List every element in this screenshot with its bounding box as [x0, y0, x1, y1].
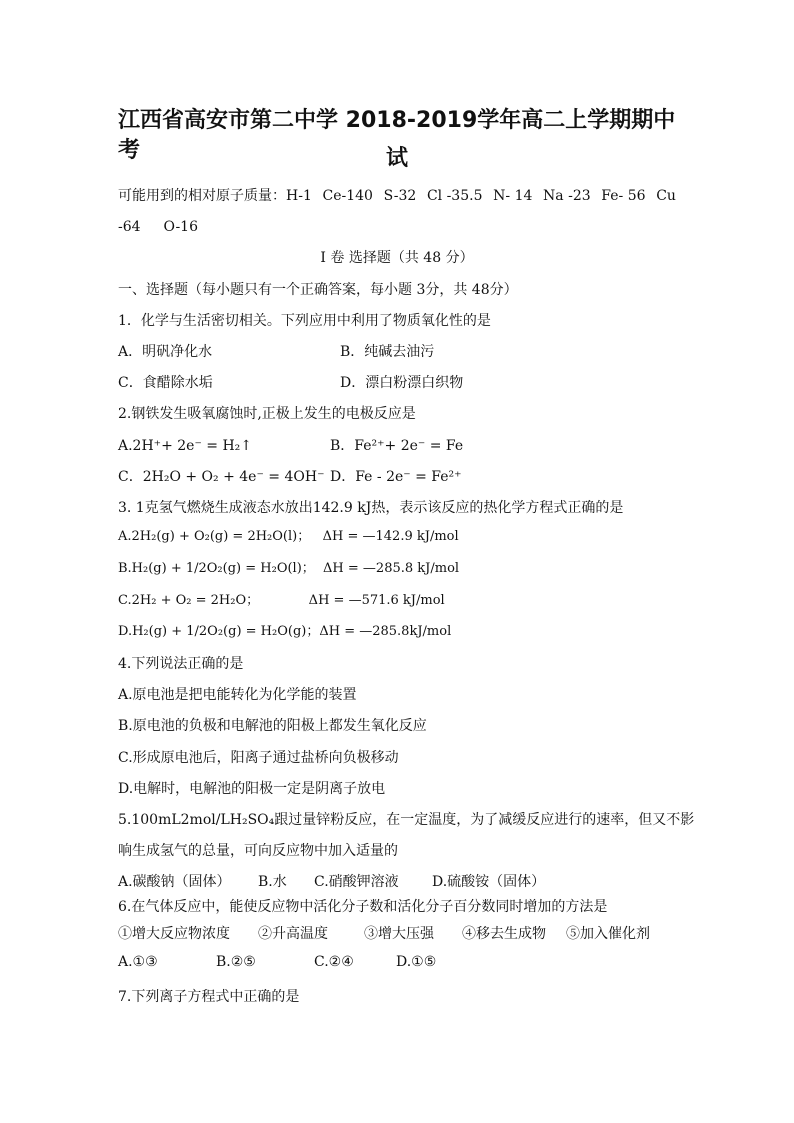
question-4-option-c: C.形成原电池后，阳离子通过盐桥向负极移动 — [118, 750, 399, 766]
question-5-option-a: A.碳酸钠（固体） — [118, 874, 231, 890]
question-4-option-a: A.原电池是把电能转化为化学能的装置 — [118, 687, 357, 703]
question-2-option-d: D．Fe - 2e⁻ = Fe²⁺ — [330, 469, 462, 485]
mass-item: S-32 — [383, 188, 417, 204]
mass-item: N- 14 — [493, 188, 533, 204]
question-5-option-b: B.水 — [258, 874, 287, 890]
question-7-stem: 7.下列离子方程式中正确的是 — [118, 989, 300, 1005]
mass-item: Cl -35.5 — [426, 188, 483, 204]
mass-item: H-1 — [286, 188, 312, 204]
section-title: I 卷 选择题（共 48 分） — [320, 250, 474, 266]
atomic-masses-list-continued — [118, 217, 198, 237]
question-5-stem-continued: 响生成氢气的总量，可向反应物中加入适量的 — [118, 843, 398, 859]
question-1-stem: 1．化学与生活密切相关。下列应用中利用了物质氧化性的是 — [118, 313, 491, 329]
exam-title-continued: 试 — [385, 146, 408, 171]
question-1-option-d: D．漂白粉漂白织物 — [340, 375, 464, 391]
question-3-option-d: D.H₂(g) + 1/2O₂(g) = H₂O(g)；ΔH = —285.8kJ/mol — [118, 624, 452, 639]
question-2-option-a: A.2H⁺+ 2e⁻ = H₂↑ — [118, 438, 253, 454]
question-6-choice-5: ⑤加入催化剂 — [566, 926, 650, 942]
question-5-stem: 5.100mL2mol/LH₂SO₄跟过量锌粉反应，在一定温度，为了减缓反应进行的速率，但又不影 — [118, 812, 695, 828]
question-3-option-c: C.2H₂ + O₂ = 2H₂O； ΔH = —571.6 kJ/mol — [118, 593, 445, 608]
question-3-option-a: A.2H₂(g) + O₂(g) = 2H₂O(l)； ΔH = —142.9 kJ/mol — [118, 529, 459, 544]
mass-item: O-16 — [163, 219, 198, 235]
question-2-stem: 2.钢铁发生吸氧腐蚀时,正极上发生的电极反应是 — [118, 406, 416, 422]
question-6-choice-2: ②升高温度 — [258, 926, 328, 942]
question-6-option-b: B.②⑤ — [216, 954, 256, 970]
question-2-option-c: C．2H₂O + O₂ + 4e⁻ = 4OH⁻ — [118, 469, 325, 485]
mass-item: Fe- 56 — [601, 188, 646, 204]
mass-item: Cu — [656, 188, 676, 204]
question-6-choice-1: ①增大反应物浓度 — [118, 926, 230, 942]
question-5-option-d: D.硫酸铵（固体） — [432, 874, 546, 890]
atomic-masses-label: 可能用到的相对原子质量： — [118, 188, 286, 204]
question-1-option-a: A．明矾净化水 — [118, 344, 213, 360]
part-heading: 一、选择题（每小题只有一个正确答案，每小题 3分，共 48分） — [118, 282, 518, 298]
question-1-option-b: B．纯碱去油污 — [340, 344, 435, 360]
mass-item: Ce-140 — [322, 188, 373, 204]
question-2-option-b: B．Fe²⁺+ 2e⁻ = Fe — [330, 438, 464, 454]
question-4-stem: 4.下列说法正确的是 — [118, 656, 244, 672]
question-1-option-c: C．食醋除水垢 — [118, 375, 213, 391]
atomic-masses-list — [286, 186, 676, 206]
question-4-option-b: B.原电池的负极和电解池的阳极上都发生氧化反应 — [118, 718, 427, 734]
mass-item: -64 — [118, 219, 141, 235]
question-6-option-d: D.①⑤ — [396, 954, 437, 970]
exam-title: 江西省高安市第二中学 2018-2019学年高二上学期期中考 — [118, 108, 676, 163]
question-3-option-b: B.H₂(g) + 1/2O₂(g) = H₂O(l)； ΔH = —285.8 kJ/mol — [118, 561, 460, 576]
question-6-option-a: A.①③ — [118, 954, 158, 970]
question-6-choice-4: ④移去生成物 — [462, 926, 546, 942]
question-6-stem: 6.在气体反应中，能使反应物中活化分子数和活化分子百分数同时增加的方法是 — [118, 899, 608, 915]
mass-item: Na -23 — [543, 188, 591, 204]
question-4-option-d: D.电解时，电解池的阳极一定是阴离子放电 — [118, 781, 386, 797]
question-3-stem: 3. 1克氢气燃烧生成液态水放出142.9 kJ热，表示该反应的热化学方程式正确的是 — [118, 500, 624, 516]
question-6-choice-3: ③增大压强 — [364, 926, 434, 942]
question-5-option-c: C.硝酸钾溶液 — [314, 874, 399, 890]
question-6-option-c: C.②④ — [314, 954, 354, 970]
